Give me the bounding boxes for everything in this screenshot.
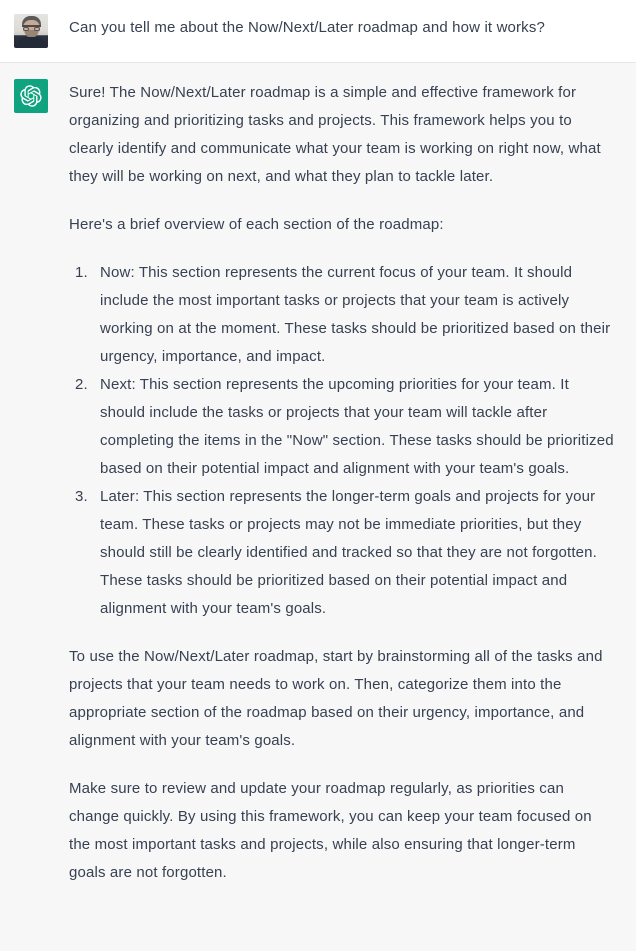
assistant-paragraph-intro: Sure! The Now/Next/Later roadmap is a simple and effective framework for organizing and prioritizing tasks and projects. This framework helps you to clearly identify and communicate what your team is working on right now, what they will be working on next, and what they plan to tackle later. <box>69 84 601 185</box>
avatar-glasses <box>22 25 41 30</box>
assistant-message-text <box>69 79 616 887</box>
avatar-torso <box>16 37 46 48</box>
roadmap-section-list <box>69 259 616 623</box>
chatgpt-logo-icon <box>14 79 48 113</box>
assistant-avatar-cell <box>14 79 54 113</box>
assistant-message <box>0 63 636 914</box>
assistant-message-body <box>54 79 626 887</box>
user-message-text <box>69 14 616 39</box>
user-message <box>0 0 636 63</box>
list-item: Later: This section represents the longer-term goals and projects for your team. These tasks or projects may not be immediate priorities, but they should still be clearly identified and tracked so that they are not forgotten. These tasks should be prioritized based on their potential impact and alignment with your team's goals. <box>100 488 597 617</box>
list-item: Now: This section represents the current focus of your team. It should include the most important tasks or projects that your team is actively working on at the moment. These tasks should be prioritized based on their urgency, importance, and impact. <box>100 264 611 365</box>
user-message-body <box>54 14 626 39</box>
user-question: Can you tell me about the Now/Next/Later roadmap and how it works? <box>69 19 545 36</box>
assistant-paragraph-closing: Make sure to review and update your roadmap regularly, as priorities can change quickly. By using this framework, you can keep your team focused on the most important tasks and projects, while also ensuring that longer-term goals are not forgotten. <box>69 780 592 881</box>
user-avatar-cell <box>14 14 54 48</box>
list-item: Next: This section represents the upcoming priorities for your team. It should include the tasks or projects that your team will tackle after completing the items in the "Now" section. These tasks should be prioritized based on their potential impact and alignment with your team's goals. <box>100 376 614 477</box>
assistant-paragraph-usage: To use the Now/Next/Later roadmap, start by brainstorming all of the tasks and projects that your team needs to work on. Then, categorize them into the appropriate section of the roadmap based on their urgency, importance, and alignment with your team's goals. <box>69 648 603 749</box>
user-avatar <box>14 14 48 48</box>
assistant-paragraph-overview-lead: Here's a brief overview of each section of the roadmap: <box>69 216 444 233</box>
